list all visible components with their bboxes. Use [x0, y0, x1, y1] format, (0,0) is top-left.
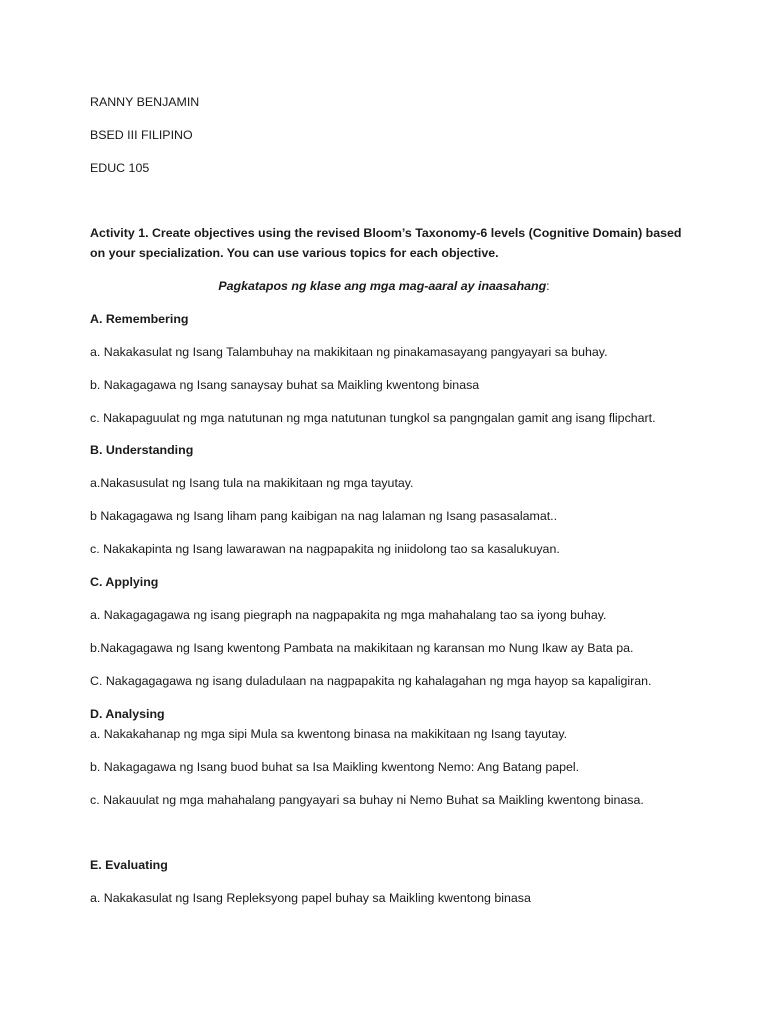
objective-item: b. Nakagagawa ng Isang sanaysay buhat sa Maikling kwentong binasa	[90, 378, 480, 392]
activity-instruction-line-2: on your specialization. You can use various topics for each objective.	[90, 246, 499, 260]
section-heading-understanding: B. Understanding	[90, 443, 194, 457]
intro-sentence	[0, 276, 768, 296]
intro-text: Pagkatapos ng klase ang mga mag-aaral ay inaasahang	[218, 279, 547, 293]
objective-item: a. Nakakahanap ng mga sipi Mula sa kwentong binasa na makikitaan ng Isang tayutay.	[90, 727, 568, 741]
objective-item: C. Nakagagagawa ng isang duladulaan na nagpapakita ng kahalagahan ng mga hayop sa kapaligiran.	[90, 674, 652, 688]
section-heading-remembering: A. Remembering	[90, 312, 189, 326]
intro-colon: :	[546, 279, 550, 293]
section-heading-analysing: D. Analysing	[90, 707, 165, 721]
objective-item: b. Nakagagawa ng Isang buod buhat sa Isa Maikling kwentong Nemo: Ang Batang papel.	[90, 760, 580, 774]
course-line: BSED III FILIPINO	[90, 128, 193, 142]
objective-item: b Nakagagawa ng Isang liham pang kaibigan na nag lalaman ng Isang pasasalamat..	[90, 509, 558, 523]
objective-item: a. Nakakasulat ng Isang Repleksyong papel buhay sa Maikling kwentong binasa	[90, 891, 531, 905]
objective-item: b.Nakagagawa ng Isang kwentong Pambata na makikitaan ng karansan mo Nung Ikaw ay Bata pa.	[90, 641, 634, 655]
objective-item: c. Nakauulat ng mga mahahalang pangyayari sa buhay ni Nemo Buhat sa Maikling kwentong binasa.	[90, 793, 644, 807]
objective-item: a.Nakasusulat ng Isang tula na makikitaan ng mga tayutay.	[90, 476, 414, 490]
objective-item: c. Nakakapinta ng Isang lawarawan na nagpapakita ng iniidolong tao sa kasalukuyan.	[90, 542, 560, 556]
objective-item: c. Nakapaguulat ng mga natutunan ng mga natutunan tungkol sa pangngalan gamit ang isang flipchart.	[90, 411, 656, 425]
section-heading-applying: C. Applying	[90, 575, 159, 589]
author-name: RANNY BENJAMIN	[90, 95, 200, 109]
subject-code: EDUC 105	[90, 161, 150, 175]
objective-item: a. Nakakasulat ng Isang Talambuhay na makikitaan ng pinakamasayang pangyayari sa buhay.	[90, 345, 608, 359]
activity-instruction-line-1: Activity 1. Create objectives using the revised Bloom’s Taxonomy-6 levels (Cognitive Domain) based	[90, 226, 682, 240]
objective-item: a. Nakagagagawa ng isang piegraph na nagpapakita ng mga mahahalang tao sa iyong buhay.	[90, 608, 607, 622]
section-heading-evaluating: E. Evaluating	[90, 858, 168, 872]
